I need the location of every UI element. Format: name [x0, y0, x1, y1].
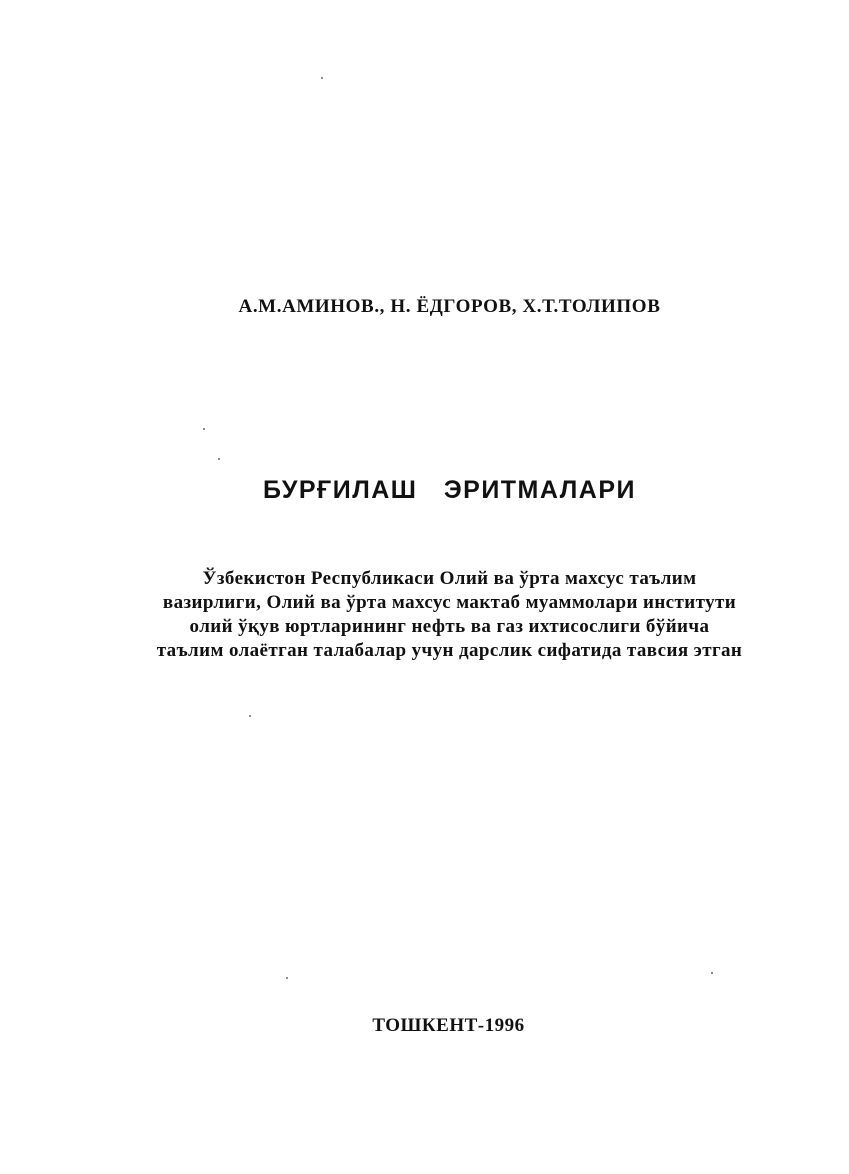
- recommendation-line: Ўзбекистон Республикаси Олий ва ўрта махсус таълим: [202, 568, 697, 589]
- scan-speck: [203, 428, 205, 430]
- recommendation-text: [0, 567, 849, 663]
- scan-speck: [711, 972, 713, 974]
- city-year: ТОШКЕНТ-1996: [372, 1015, 525, 1036]
- recommendation-line: олий ўқув юртларининг нефть ва газ ихтисослиги бўйича: [189, 616, 710, 637]
- scan-speck: [286, 977, 288, 979]
- scan-speck: [249, 715, 251, 717]
- scan-speck: [321, 77, 323, 79]
- scan-speck: [218, 458, 220, 460]
- book-title: БУРҒИЛАШ ЭРИТМАЛАРИ: [262, 476, 636, 504]
- recommendation-line: вазирлиги, Олий ва ўрта махсус мактаб муаммолари институти: [162, 592, 737, 613]
- authors-line: А.М.АМИНОВ., Н. ЁДГОРОВ, Х.Т.ТОЛИПОВ: [238, 296, 661, 317]
- recommendation-line: таълим олаётган талабалар учун дарслик сифатида тавсия этган: [156, 640, 743, 661]
